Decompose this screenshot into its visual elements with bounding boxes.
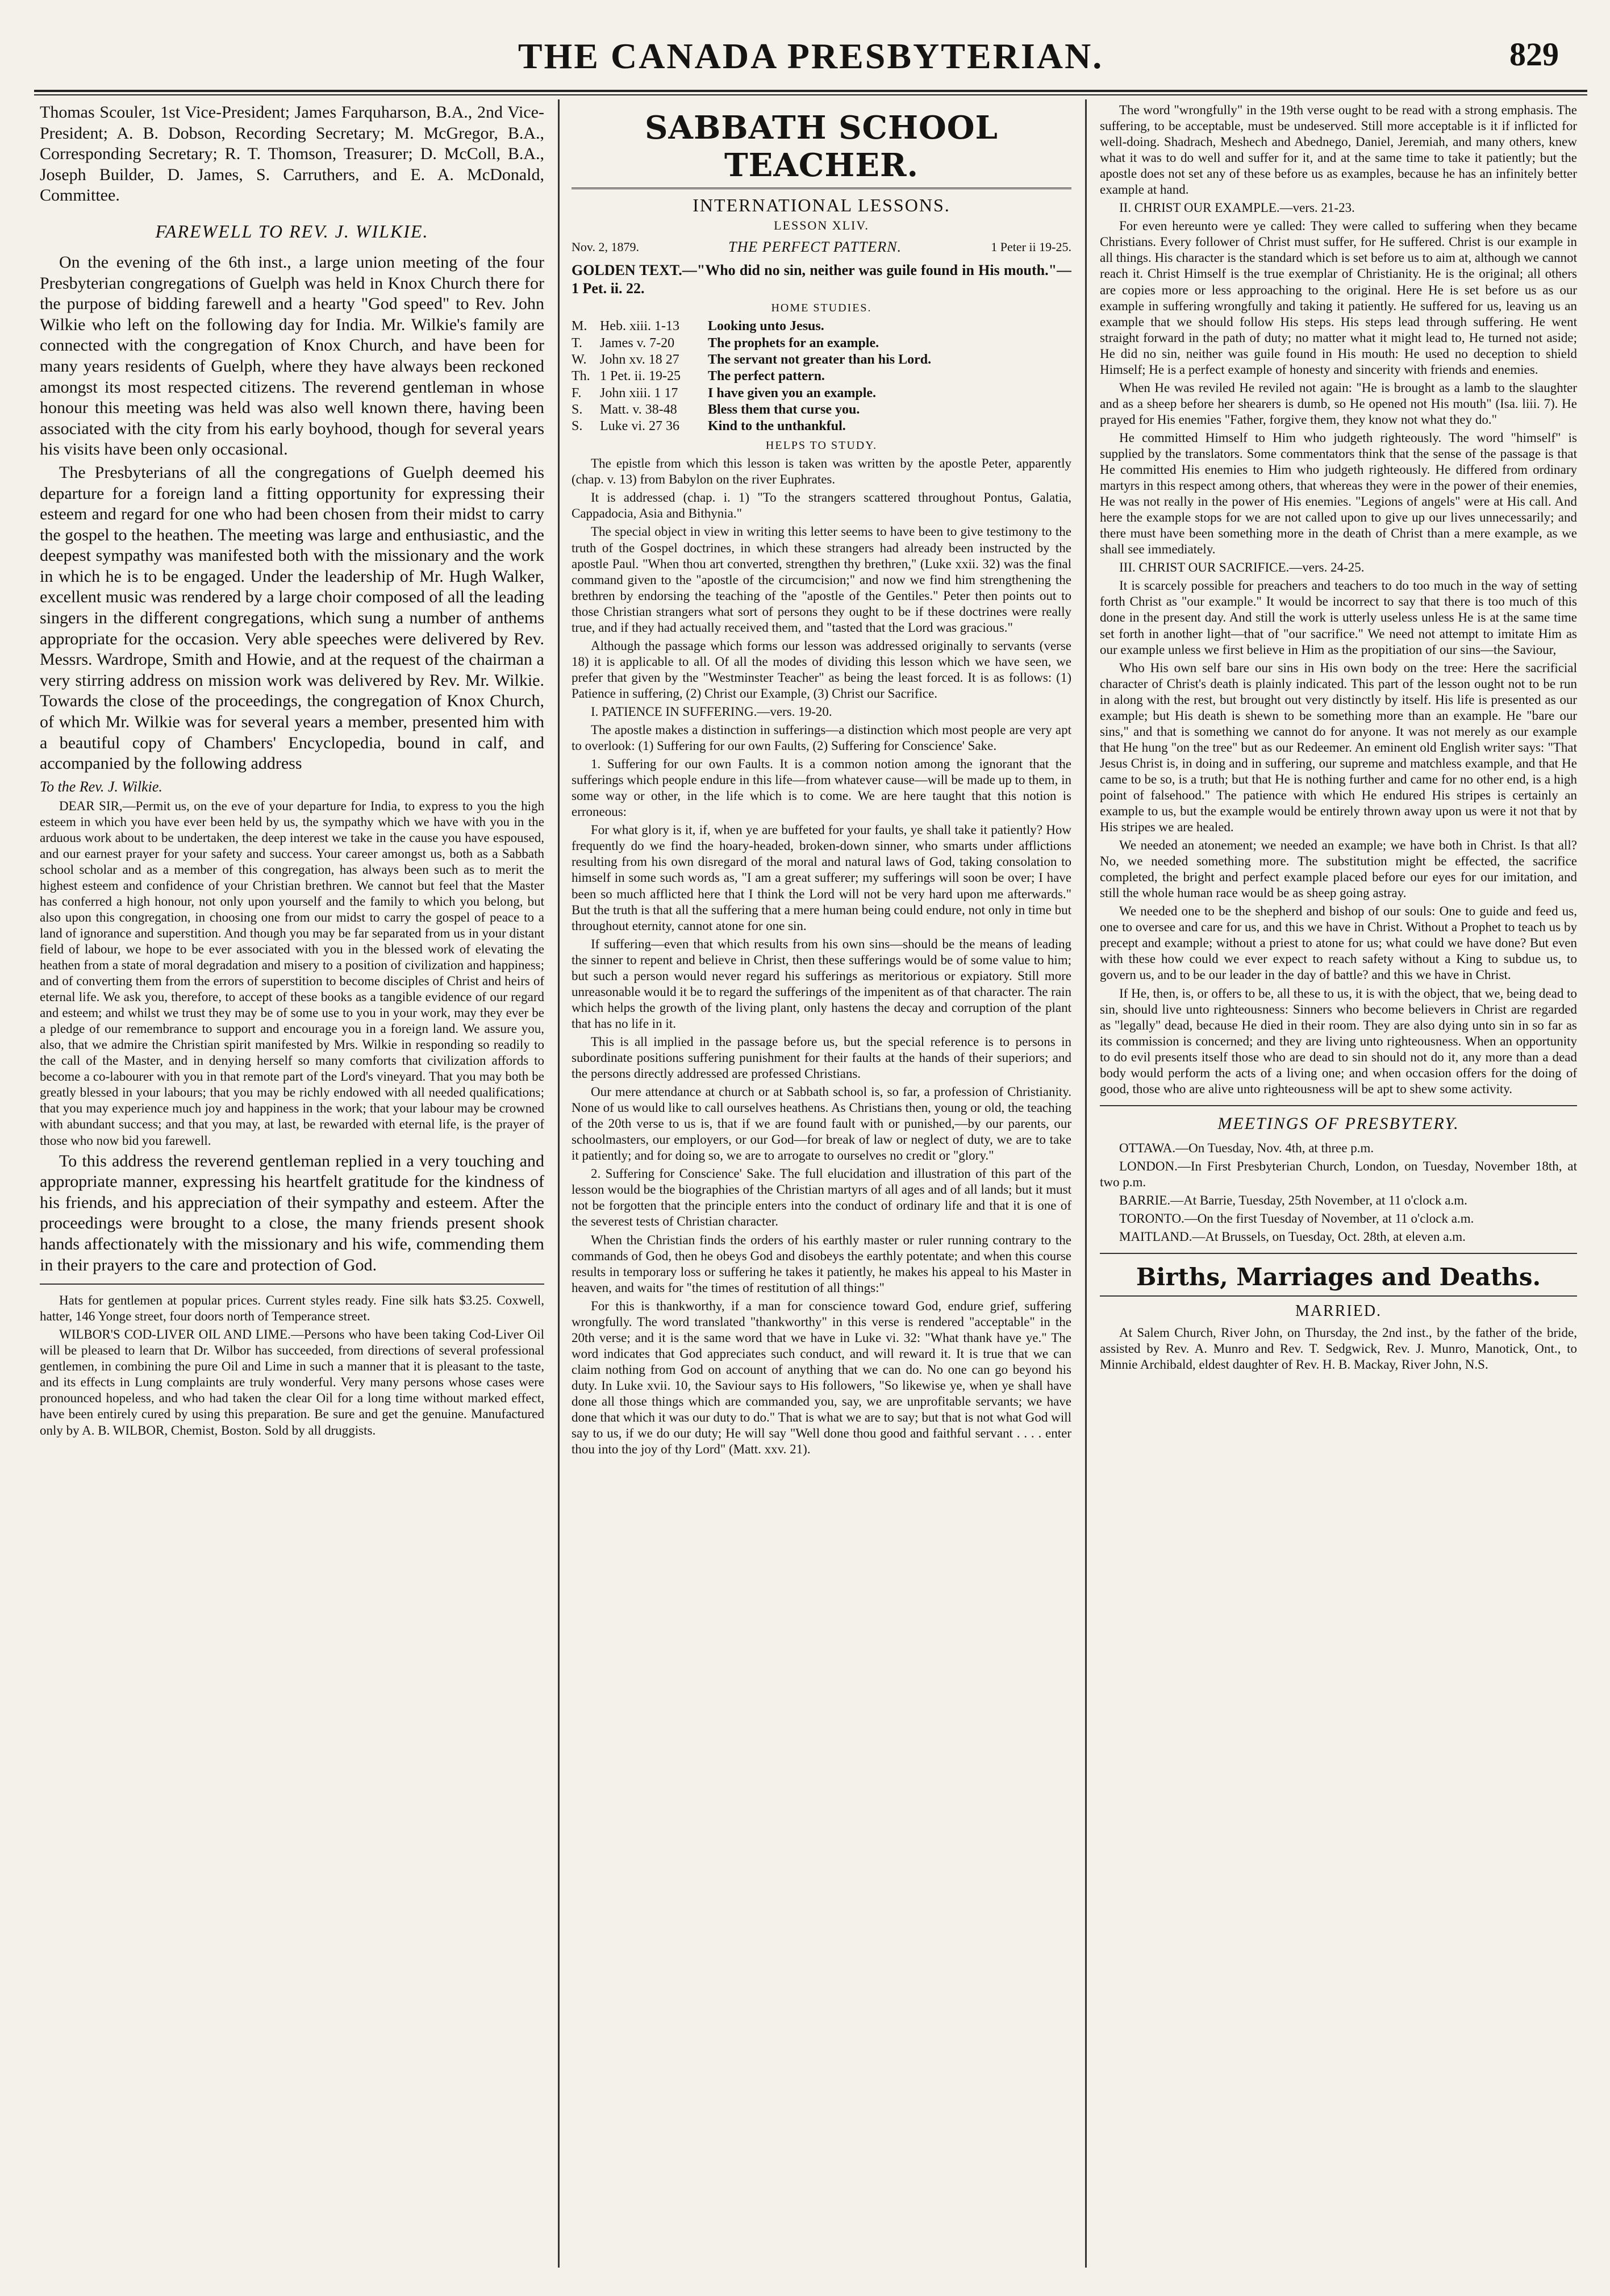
lesson-paragraph: If He, then, is, or offers to be, all these to us, it is with the object, that we, being dead to sin, should live unto righteousness: Sinners who become believers in Christ are regarded as "legally" dead, because He died in their room. They are also dying unto sin in so far as its commission is concerned; and they are living unto righteousness. When an opportunity to do evil presents itself those who are dead to sin should not do it, any more than a dead body would perform the acts of a living one; and when occasion offers for the doing of good, those who are alive unto righteousness will be apt to shew some activity. [1100,986,1577,1096]
section-title-sabbath-school-teacher: SABBATH SCHOOL TEACHER. [645,109,998,184]
advert-wilbor-cod-liver-oil: WILBOR'S COD-LIVER OIL AND LIME.—Persons who have been taking Cod-Liver Oil will be pleased to learn that Dr. Wilbor has succeeded, from directions of several professional gentlemen, in combining the pure Oil and Lime in such a manner that it is pleasant to the taste, and its effects in Lung complaints are truly wonderful. Very many persons whose cases were pronounced hopeless, and who had taken the clear Oil for a long time without marked effect, have been entirely cured by using this preparation. Be sure and get the genuine. Manufactured only by A. B. WILBOR, Chemist, Boston. Sold by all druggists. [40,1327,544,1437]
meetings-heading: MEETINGS OF PRESBYTERY. [1217,1114,1459,1133]
lesson-reference: 1 Peter ii 19-25. [991,240,1071,254]
lesson-paragraph: The apostle makes a distinction in sufferings—a distinction which most people are very apt to overlook: (1) Suffering for our own Faults, (2) Suffering for Conscience' Sake. [572,723,1071,753]
lesson-paragraph: 1. Suffering for our own Faults. It is a common notion among the ignorant that the sufferings which people endure in this life—from whatever cause—will be made up to them, in some way or other, in the life which is to come. We are here taught that this notion is erroneous: [572,757,1071,819]
advert-hats: Hats for gentlemen at popular prices. Current styles ready. Fine silk hats $3.25. Coxwell, hatter, 146 Yonge street, four doors north of Temperance street. [40,1293,544,1324]
masthead-rule [34,90,1587,92]
masthead [34,28,1587,91]
lesson-paragraph: 2. Suffering for Conscience' Sake. The full elucidation and illustration of this part of the lesson would be the biographies of the Christian martyrs of all ages and of all lands; but it must not be forgotten that the principle enters into the conduct of ordinary life and that it is one of the severest tests of Christian character. [572,1166,1071,1229]
section-heading-sacrifice: III. CHRIST OUR SACRIFICE.—vers. 24-25. [1119,560,1365,575]
lesson-date: Nov. 2, 1879. [572,240,639,254]
section-heading-patience: I. PATIENCE IN SUFFERING.—vers. 19-20. [591,705,832,719]
home-studies-list [572,318,1071,435]
list-item: F. John xiii. 1 17 I have given you an example. [572,385,877,401]
meeting-item: BARRIE.—At Barrie, Tuesday, 25th November, at 11 o'clock a.m. [1119,1193,1467,1207]
address-text: DEAR SIR,—Permit us, on the eve of your departure for India, to express to you the high esteem in which you have ever been held by us, the sympathy which we have with you in the arduous work about to be undertaken, the deep interest we take in the cause you have espoused, and our earnest prayer for your safety and success. Your career amongst us, both as a Sabbath school scholar and as a member of this congregation, has always been such as to merit the highest esteem and confidence of your Christian brethren. We cannot but feel that the Master has conferred a high honour, not only upon yourself and the family to which you belong, but also upon this congregation, in choosing one from our midst to carry the gospel of peace to a land of ignorance and superstition. And though you may be far separated from us in your distant field of labour, we hope to be ever associated with you in the blessed work of elevating the heathen from a state of moral degradation and misery to a position of civilization and happiness; and of converting them from the errors of superstition to become disciples of Christ and heirs of eternal life. We ask you, therefore, to accept of these books as a tangible evidence of our regard and esteem; and whilst we trust they may be of some use to you in your work, may they ever be a pledge of our remembrance to support and encourage you in a foreign land. We assure you, also, that we admire the Christian spirit manifested by Mrs. Wilkie in responding so readily to the call of the Master, and in denying herself so many comforts that civilization affords to become a co-labourer with you in that remote part of the Lord's vineyard. That you may both be greatly blessed in your labours; that you may be richly endowed with all needed qualifications; that you may experience much joy and happiness in the work; that your labour may be crowned with abundant success; and that you may, at last, be rewarded with eternal life, is the prayer of those who now bid you farewell. [40,798,544,1148]
lesson-paragraph: For this is thankworthy, if a man for conscience toward God, endure grief, suffering wrongfully. The word translated "thankworthy" in this verse is rendered "acceptable" in the 20th verse; and it is the same word that we have in Luke vi. 32: "What thank have ye." The word indicates that God appreciates such conduct, and will reward it. It is true that we can claim nothing from God on account of anything that we can do. No one can go beyond his duty. In Luke xvii. 10, the Saviour says to His followers, "So likewise ye, when ye shall have done all those things which are commanded you, say, we are unprofitable servants; we have done that which it was our duty to do." That is what we are to say; but that is not what God will say to us, if we do our duty; He will say "Well done thou good and faithful servant . . . . enter thou into the joy of thy Lord" (Matt. xxv. 21). [572,1298,1071,1457]
lesson-paragraph: We needed an atonement; we needed an example; we have both in Christ. Is that all? No, we needed something more. The substitution might be effected, the sacrifice completed, the bright and perfect example placed before our eyes for our imitation, and still the whole human race would be as sheep going astray. [1100,838,1577,901]
bmd-separator [1100,1253,1577,1254]
lesson-paragraph: Our mere attendance at church or at Sabbath school is, so far, a profession of Christianity. None of us would like to call ourselves heathens. As Christians then, young or old, the teaching of the 20th verse to us is, that if we are found fault with or punished,—by our parents, our schoolmasters, our employers, or our God—for break of law or neglect of duty, we are to take it patiently; and for doing so, we are to arrogate to ourselves no credit or "glory." [572,1085,1071,1163]
column-divider-1 [558,99,560,2268]
lesson-number: LESSON XLIV. [774,218,869,232]
lesson-paragraph: For even hereunto were ye called: They were called to suffering when they became Christians. Every follower of Christ must suffer, for He suffered. Christ is our example in all things. His character is the standard which is set before us to aim at, although we cannot reach it. Christ Himself is the true exemplar of Christianity. He is the original; all others are copies more or less approaching to the original. Here He is set before us as our example in suffering wrongfully and taking it patiently. He suffered for us, leaving us an example that we should follow His steps. His steps lead through suffering. He went straight forward in the path of duty; no matter what it might lead to, He turned not aside; He did no sin, neither was guile found in His mouth: He used no deception to shield Himself; He is a perfect example of honesty and sincerity with friends and enemies. [1100,219,1577,377]
home-studies-heading: HOME STUDIES. [771,302,872,315]
page-number: 829 [1509,36,1559,73]
address-salutation: To the Rev. J. Wilkie. [40,778,162,795]
section-heading-example: II. CHRIST OUR EXAMPLE.—vers. 21-23. [1119,201,1355,215]
column-divider-2 [1085,99,1087,2268]
golden-text: GOLDEN TEXT.—"Who did no sin, neither was guile found in His mouth."—1 Pet. ii. 22. [572,262,1071,297]
married-notice: At Salem Church, River John, on Thursday, the 2nd inst., by the father of the bride, assisted by Rev. A. Munro and Rev. T. Sedgwick, Rev. J. Munro, Manotick, Ont., to Minnie Archibald, eldest daughter of Rev. H. B. Mackay, River John, N.S. [1100,1326,1577,1372]
married-heading: MARRIED. [1295,1302,1382,1320]
list-item: T. James v. 7-20 The prophets for an example. [572,335,879,351]
list-item: M. Heb. xiii. 1-13 Looking unto Jesus. [572,319,824,334]
lesson-paragraph: He committed Himself to Him who judgeth righteously. The word "himself" is supplied by the translators. Some commentators think that the sense of the passage is that He committed His enemies to Him who judgeth righteously. He differed from ordinary martyrs in this respect among others, that whereas they were in the power of their enemies, He was not really in the power of His enemies. "Legions of angels" were at His call. And here the example stops for we are not called upon to give up our lives unnecessarily; and there must have been something more in the death of Christ than a mere example, as we shall see immediately. [1100,430,1577,557]
farewell-paragraph-2: The Presbyterians of all the congregations of Guelph deemed his departure for a foreign land a fitting opportunity for expressing their esteem and regard for one who had been chosen from their midst to carry the gospel to the heathen. The meeting was large and enthusiastic, and the deepest sympathy was manifested both with the missionary and the work in which he is to be engaged. Under the leadership of Mr. Hugh Walker, excellent music was rendered by a large choir composed of all the leading singers in the different congregations, which sung a number of anthems appropriate for the occasion. Very able speeches were delivered by Rev. Messrs. Wardrope, Smith and Howie, and at the request of the chairman a very stirring address on mission work was delivered by Rev. Mr. Wilkie. Towards the close of the proceedings, the congregation of Knox Church, of which Mr. Wilkie was for several years a member, presented him with a beautiful copy of Chambers' Encyclopedia, bound in calf, and accompanied by the following address [40,462,544,773]
column-3 [1100,102,1577,2268]
helps-to-study-heading: HELPS TO STUDY. [765,439,878,452]
births-marriages-deaths-heading: Births, Marriages and Deaths. [1136,1263,1541,1291]
list-item: S. Matt. v. 38-48 Bless them that curse you. [572,402,860,417]
farewell-paragraph-3: To this address the reverend gentleman replied in a very touching and appropriate manner, expressing his heartfelt gratitude for the kindness of his friends, and his appreciation of their sympathy and esteem. After the proceedings were brought to a close, the many friends present shook hands affectionately with the missionary and his wife, commending them in their prayers to the care and protection of God. [40,1151,544,1274]
newspaper-title: THE CANADA PRESBYTERIAN. [518,36,1104,76]
masthead-rule-thin [34,94,1587,95]
list-item: W. John xv. 18 27 The servant not greater than his Lord. [572,352,932,367]
committee-text: Thomas Scouler, 1st Vice-President; James Farquharson, B.A., 2nd Vice-President; A. B. Dobson, Recording Secretary; M. McGregor, B.A., Corresponding Secretary; R. T. Thomson, Treasurer; D. McColl, B.A., Joseph Builder, D. James, S. Carruthers, and E. A. McDonald, Committee. [40,103,544,205]
lesson-paragraph: For what glory is it, if, when ye are buffeted for your faults, ye shall take it patiently? How frequently do we find the hoary-headed, broken-down sinner, who smarts under afflictions resulting from his own disregard of the moral and natural laws of God, taking consolation to himself in some such words as, "I am a great sufferer; my sufferings will soon be over; I have been so much afflicted here that I think the Lord will not be very hard upon me afterwards." But the truth is that all the suffering that a mere human being could endure, not only in time but throughout eternity, cannot atone for one sin. [572,823,1071,933]
section-title-rule [572,187,1071,189]
helps-paragraph: The epistle from which this lesson is taken was written by the apostle Peter, apparently (chap. v. 13) from Babylon on the river Euphrates. [572,456,1071,487]
farewell-heading: FAREWELL TO REV. J. WILKIE. [155,220,429,241]
list-item: Th. 1 Pet. ii. 19-25 The perfect pattern. [572,369,825,384]
helps-paragraph: It is addressed (chap. i. 1) "To the strangers scattered throughout Pontus, Galatia, Cappadocia, Asia and Bithynia." [572,490,1071,521]
lesson-paragraph: The word "wrongfully" in the 19th verse ought to be read with a strong emphasis. The suffering, to be acceptable, must be undeserved. Still more acceptable is it if inflicted for well-doing. Shadrach, Meshech and Abednego, Daniel, Jeremiah, and many others, knew what it was to do well and suffer for it, and at the same time to take it patiently; but the apostle does not set any of these before us as examples, because he has an infinitely better example at hand. [1100,103,1577,197]
column-1 [40,102,544,2268]
farewell-paragraph-1: On the evening of the 6th inst., a large union meeting of the four Presbyterian congregations of Guelph was held in Knox Church there for the purpose of bidding farewell and a hearty "God speed" to Rev. John Wilkie who left on the following day for India. Mr. Wilkie's family are connected with the congregation of Knox Church, and have been for many years residents of Guelph, where they have always been reckoned amongst its most respected citizens. The reverend gentleman in whose honour this meeting was held was also well known there, having been associated with the city from his early boyhood, though for several years his visits have been only occasional. [40,252,544,459]
helps-paragraph: Although the passage which forms our lesson was addressed originally to servants (verse 18) it is applicable to all. Of all the modes of dividing this lesson which we have seen, we prefer that given by the "Westminster Teacher" as being the least forced. It is as follows: (1) Patience in suffering, (2) Christ our Example, (3) Christ our Sacrifice. [572,638,1071,701]
meetings-separator [1100,1105,1577,1106]
bmd-rule [1100,1295,1577,1297]
meeting-item: MAITLAND.—At Brussels, on Tuesday, Oct. 28th, at eleven a.m. [1119,1230,1466,1244]
lesson-paragraph: Who His own self bare our sins in His own body on the tree: Here the sacrificial character of Christ's death is plainly indicated. This part of the lesson ought not to be run in along with the rest, but brought out very distinctly by itself. His life is presented as our example; but His death is shewn to be something more than an example. He "bare our sins," and that is something we cannot do for anyone. It was not merely as our example that He hung "on the tree" but as our Redeemer. An eminent old English writer says: "That Jesus Christ is, in doing and in suffering, our supreme and matchless example, and that He came to be so, is a truth; but that He is nothing further and came for no other end, is a high point of falsehood." The patience with which He endured His stripes is certainly an example to us, but the example would be entirely thrown away upon us were it not that by His stripes we are healed. [1100,660,1577,835]
list-item: S. Luke vi. 27 36 Kind to the unthankful. [572,419,846,434]
helps-paragraph: The special object in view in writing this letter seems to have been to give testimony to the truth of the Gospel doctrines, in which these strangers had already been instructed by the apostle Paul. "When thou art converted, strengthen thy brethren," (Luke xxii. 32) was the final command given to the "apostle of the circumcision;" and now we find him strengthening the brethren by endorsing the teaching of the "apostle of the Gentiles." Peter then points out to those Christian strangers what sort of persons they ought to be if these doctrines were really true, and if they had actually received them, and "tasted that the Lord was gracious." [572,524,1071,635]
lesson-title: THE PERFECT PATTERN. [728,239,902,255]
lesson-paragraph: If suffering—even that which results from his own sins—should be the means of leading the sinner to repent and believe in Christ, then these sufferings would be of some value to him; but such a person would never regard his sufferings as meritorious or expiatory. Still more unreasonable would it be to regard the sufferings of the impenitent as of that character. The rain which helps the growth of the living plant, only hastens the decay and corruption of the plant that has no life in it. [572,936,1071,1031]
meeting-item: OTTAWA.—On Tuesday, Nov. 4th, at three p.m. [1119,1140,1374,1155]
lesson-paragraph: This is all implied in the passage before us, but the special reference is to persons in subordinate positions suffering punishment for their faults at the hands of their superiors; and the persons directly addressed are professed Christians. [572,1034,1071,1081]
meeting-item: LONDON.—In First Presbyterian Church, London, on Tuesday, November 18th, at two p.m. [1100,1159,1577,1189]
lesson-paragraph: When He was reviled He reviled not again: "He is brought as a lamb to the slaughter and as a sheep before her shearers is dumb, so He opened not His mouth" (Isa. liii. 7). He prayed for His enemies "Father, forgive them, they know not what they do." [1100,380,1577,427]
international-lessons-heading: INTERNATIONAL LESSONS. [693,195,950,215]
column-2 [572,102,1071,2268]
lesson-paragraph: We needed one to be the shepherd and bishop of our souls: One to guide and feed us, one to oversee and care for us, and this we have in Christ. Without a Prophet to teach us by precept and example; without a priest to atone for us; what could we have done? But even with these how could we ever expect to reach safety without a King to subdue us, to govern us, and to be our leader in the day of battle? and this we have in Christ. [1100,904,1577,982]
lesson-paragraph: It is scarcely possible for preachers and teachers to do too much in the way of setting forth Christ as "our example." It would be incorrect to say that there is too much of this done in the present day. And still the work is utterly useless unless He is at the same time set forth in another light—that of "our sacrifice." We need not attempt to imitate Him as our example unless we first believe in Him as the propitiation of our sins—the Saviour, [1100,578,1577,657]
lesson-header-row [572,239,1071,256]
meeting-item: TORONTO.—On the first Tuesday of November, at 11 o'clock a.m. [1119,1211,1474,1226]
lesson-paragraph: When the Christian finds the orders of his earthly master or ruler running contrary to the commands of God, then he obeys God and disobeys the earthly potentate; and when this course results in temporary loss or suffering he takes it patiently, he makes his appeal to his Master in heaven, and waits for "the times of restitution of all things:" [572,1232,1071,1295]
advert-separator [40,1284,544,1285]
